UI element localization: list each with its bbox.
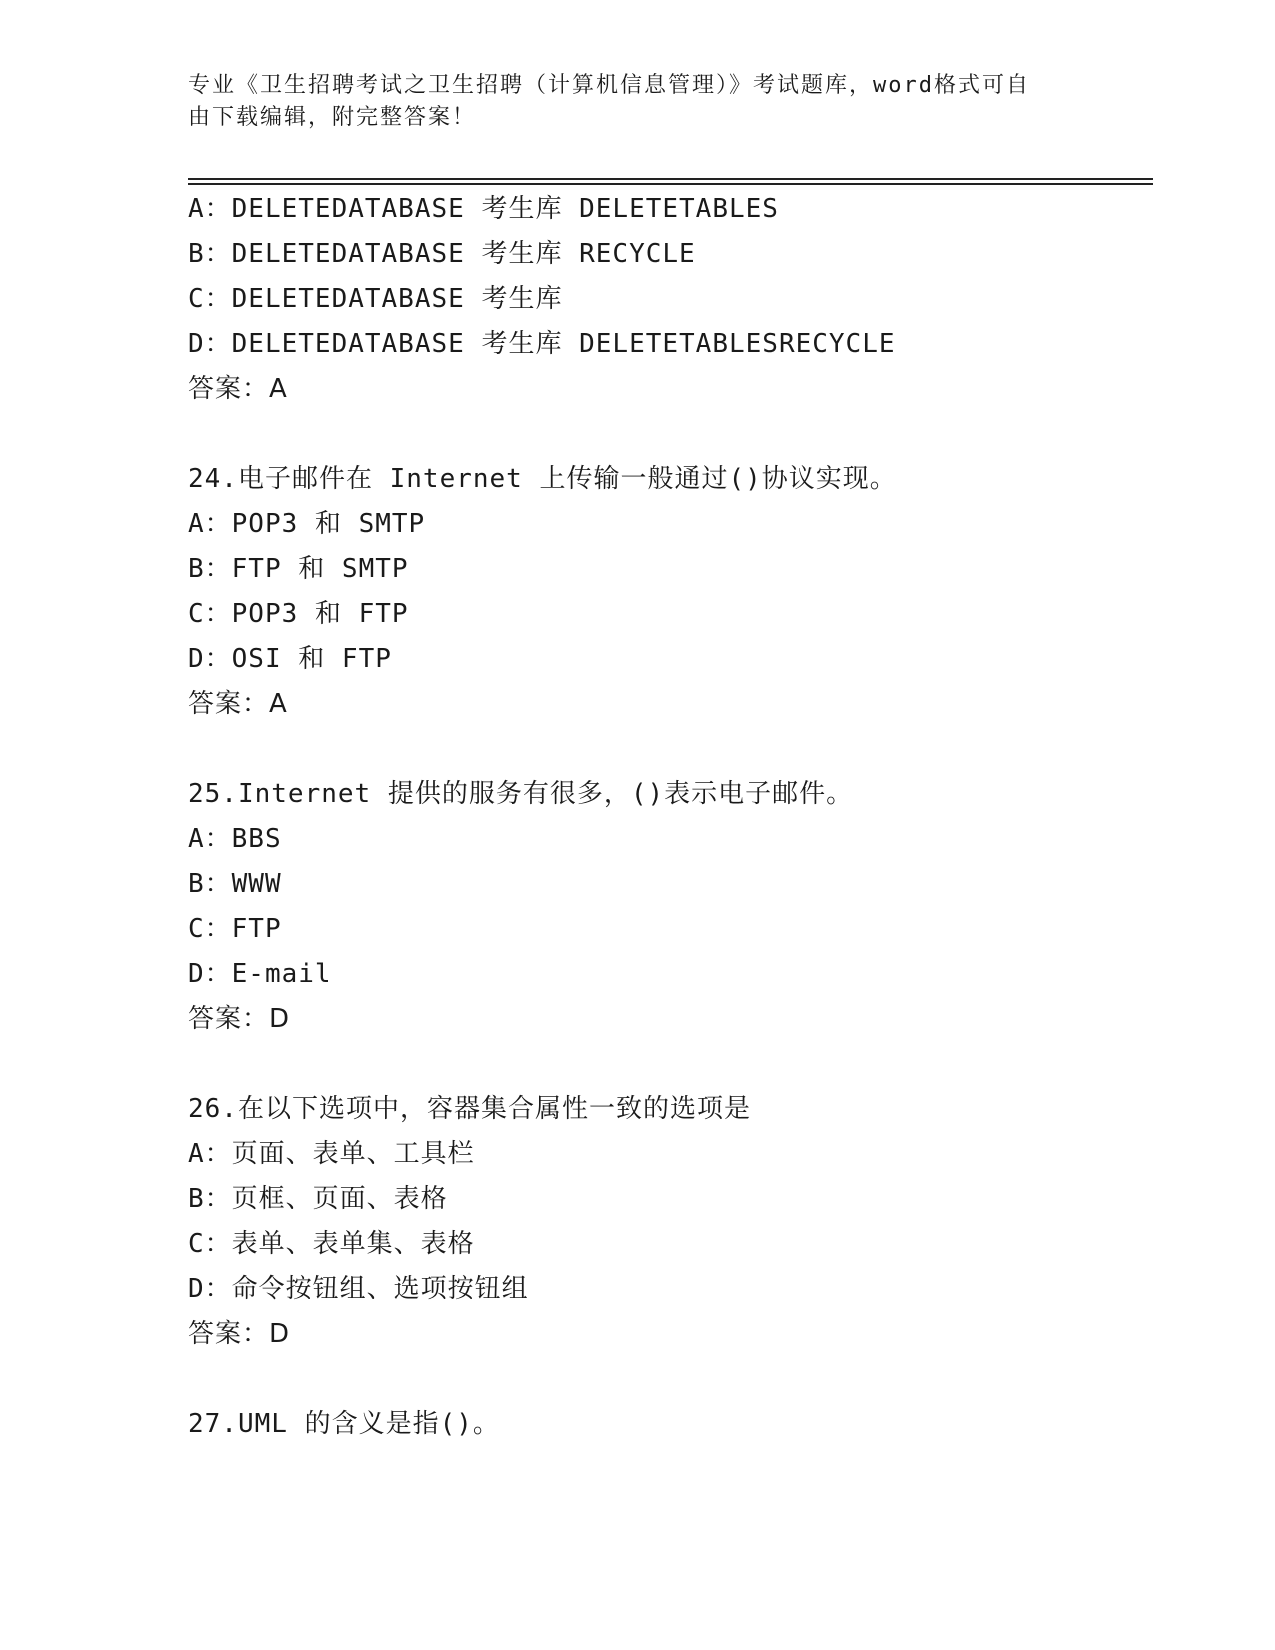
option-c: C：表单、表单集、表格 [188, 1229, 475, 1259]
question-stem: 24.电子邮件在 Internet 上传输一般通过()协议实现。 [188, 464, 897, 494]
option-b: B：WWW [188, 869, 282, 899]
option-c: C：FTP [188, 914, 282, 944]
option-b: B：DELETEDATABASE 考生库 RECYCLE [188, 239, 696, 269]
option-c: C：DELETEDATABASE 考生库 [188, 284, 563, 314]
answer: 答案：D [188, 1004, 291, 1034]
option-b: B：FTP 和 SMTP [188, 554, 409, 584]
answer: 答案：D [188, 1319, 291, 1349]
answer: 答案：A [188, 689, 288, 719]
option-a: A：页面、表单、工具栏 [188, 1139, 475, 1169]
question-stem: 27.UML 的含义是指()。 [188, 1409, 500, 1439]
option-d: D：E-mail [188, 959, 332, 989]
document-header [188, 70, 1088, 134]
header-line-1: 专业《卫生招聘考试之卫生招聘（计算机信息管理）》考试题库，word格式可自 [188, 73, 1030, 98]
question-stem: 25.Internet 提供的服务有很多，()表示电子邮件。 [188, 779, 854, 809]
option-c: C：POP3 和 FTP [188, 599, 409, 629]
option-a: A：BBS [188, 824, 282, 854]
header-rule-top [188, 178, 1153, 180]
option-a: A：POP3 和 SMTP [188, 509, 426, 539]
option-d: D：命令按钮组、选项按钮组 [188, 1274, 529, 1304]
header-rule-bottom [188, 183, 1153, 185]
question-stem: 26.在以下选项中，容器集合属性一致的选项是 [188, 1094, 751, 1124]
header-line-2: 由下载编辑，附完整答案！ [188, 105, 477, 130]
answer: 答案：A [188, 374, 288, 404]
option-d: D：DELETEDATABASE 考生库 DELETETABLESRECYCLE [188, 329, 896, 359]
option-a: A：DELETEDATABASE 考生库 DELETETABLES [188, 194, 779, 224]
option-d: D：OSI 和 FTP [188, 644, 392, 674]
option-b: B：页框、页面、表格 [188, 1184, 448, 1214]
